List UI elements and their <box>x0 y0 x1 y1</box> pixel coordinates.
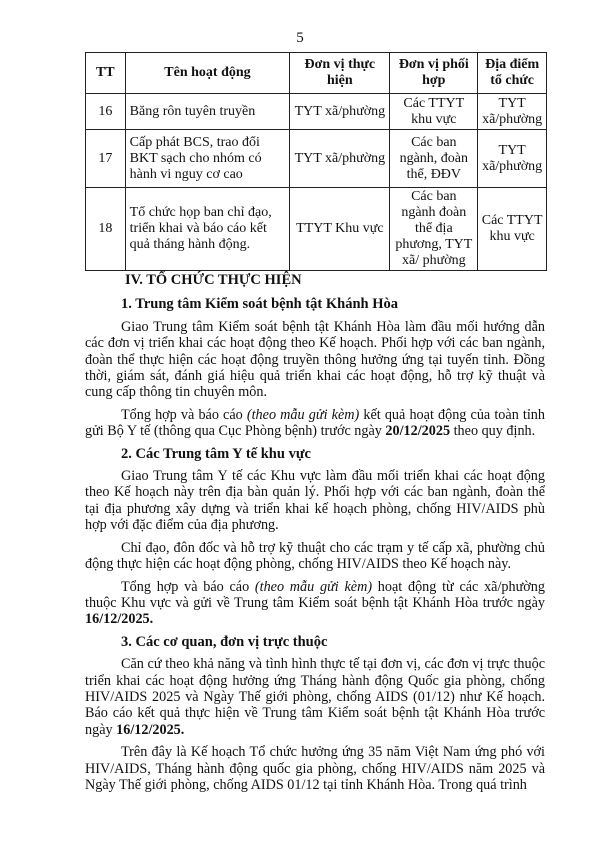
text-run: theo quy định. <box>450 423 536 440</box>
header-tt: TT <box>86 53 126 94</box>
section-iv-heading: IV. TỔ CHỨC THỰC HIỆN <box>125 272 302 288</box>
cell-coordinating-unit: Các ban ngành, đoàn thể, ĐĐV <box>390 130 478 188</box>
table-row <box>86 188 547 271</box>
cell-executing-unit: TTYT Khu vực <box>290 188 390 271</box>
deadline-date: 16/12/2025. <box>85 611 154 628</box>
header-activity-name: Tên hoạt động <box>125 53 290 94</box>
cell-activity-name: Băng rôn tuyên truyền <box>125 94 290 130</box>
section-3-heading: 3. Các cơ quan, đơn vị trực thuộc <box>121 633 328 650</box>
text-run: Tổng hợp và báo cáo <box>121 406 247 423</box>
cell-tt: 17 <box>86 130 126 188</box>
section-3-paragraph-1 <box>85 656 545 738</box>
italic-note: (theo mẫu gửi kèm) <box>246 406 360 423</box>
table-header-row <box>86 53 547 94</box>
cell-activity-name: Tổ chức họp ban chỉ đạo, triển khai và báo cáo kết quả tháng hành động. <box>125 188 290 271</box>
cell-tt: 18 <box>86 188 126 271</box>
page-number: 5 <box>296 30 304 46</box>
table-row <box>86 94 547 130</box>
cell-executing-unit: TYT xã/phường <box>290 130 390 188</box>
section-2-paragraph-2: Chỉ đạo, đôn đốc và hỗ trợ kỹ thuật cho các trạm y tế cấp xã, phường chủ động thực hiện các hoạt động phòng, chống HIV/AIDS theo Kế hoạch này. <box>85 539 545 573</box>
text-run: Căn cứ theo khả năng và tình hình thực tế tại đơn vị, các đơn vị trực thuộc triển khai các hoạt động hưởng ứng Tháng hành động Quốc gia phòng, chống HIV/AIDS 2025 và Ngày Thế giới phòng, chống AIDS (01/12) như Kế hoạch. Báo cáo kết quả thực hiện về Trung tâm Kiểm soát bệnh tật Khánh Hòa trước ngày <box>85 656 545 738</box>
cell-tt: 16 <box>86 94 126 130</box>
activities-table <box>85 52 547 271</box>
text-run: hoạt động từ các xã/phường thuộc Khu vực và gửi về Trung tâm Kiểm soát bệnh tật Khánh Hòa trước ngày <box>85 578 545 611</box>
cell-location: Các TTYT khu vực <box>478 188 547 271</box>
cell-coordinating-unit: Các ban ngành đoàn thể địa phương, TYT xã/ phường <box>390 188 478 271</box>
deadline-date: 20/12/2025 <box>385 423 451 440</box>
cell-coordinating-unit: Các TTYT khu vực <box>390 94 478 130</box>
header-executing-unit: Đơn vị thực hiện <box>290 53 390 94</box>
cell-location: TYT xã/phường <box>478 130 547 188</box>
cell-executing-unit: TYT xã/phường <box>290 94 390 130</box>
section-2-paragraph-1: Giao Trung tâm Y tế các Khu vực làm đầu mối triển khai các hoạt động theo Kế hoạch này trên địa bàn quản lý. Phối hợp với các ban ngành, đoàn thể tại địa phương xây dựng và triển khai kế hoạch phòng, chống HIV/AIDS phù hợp với đặc điểm của địa phương. <box>85 468 545 534</box>
body-text <box>85 272 545 793</box>
section-1-heading: 1. Trung tâm Kiểm soát bệnh tật Khánh Hòa <box>121 296 399 313</box>
deadline-date: 16/12/2025. <box>116 721 185 738</box>
text-run: kết quả hoạt động của toàn tỉnh gửi Bộ Y tế (thông qua Cục Phòng bệnh) trước ngày <box>85 406 545 440</box>
italic-note: (theo mẫu gửi kèm) <box>254 578 373 595</box>
cell-activity-name: Cấp phát BCS, trao đổi BKT sạch cho nhóm có hành vi nguy cơ cao <box>125 130 290 188</box>
table-row <box>86 130 547 188</box>
section-2-paragraph-3 <box>85 579 545 628</box>
header-location: Địa điểm tổ chức <box>478 53 547 94</box>
section-2-heading: 2. Các Trung tâm Y tế khu vực <box>121 445 311 462</box>
cell-location: TYT xã/phường <box>478 94 547 130</box>
section-1-paragraph-2 <box>85 407 545 440</box>
header-coordinating-unit: Đơn vị phối hợp <box>390 53 478 94</box>
section-1-paragraph-1: Giao Trung tâm Kiểm soát bệnh tật Khánh Hòa làm đầu mối hướng dẫn các đơn vị triển khai các hoạt động theo Kế hoạch. Phối hợp với các ban ngành, đoàn thể thực hiện các hoạt động truyền thông hưởng ứng tại tuyến tỉnh. Đồng thời, giám sát, đánh giá hiệu quả triển khai các hoạt động, hỗ trợ kỹ thuật và cung cấp thông tin chuyên môn. <box>85 318 545 401</box>
text-run: Tổng hợp và báo cáo <box>121 578 255 595</box>
closing-paragraph: Trên đây là Kế hoạch Tổ chức hưởng ứng 35 năm Việt Nam ứng phó với HIV/AIDS, Tháng hành động quốc gia phòng, chống HIV/AIDS năm 2025 và Ngày Thế giới phòng, chống AIDS 01/12 tại tỉnh Khánh Hòa. Trong quá trình <box>85 744 545 793</box>
